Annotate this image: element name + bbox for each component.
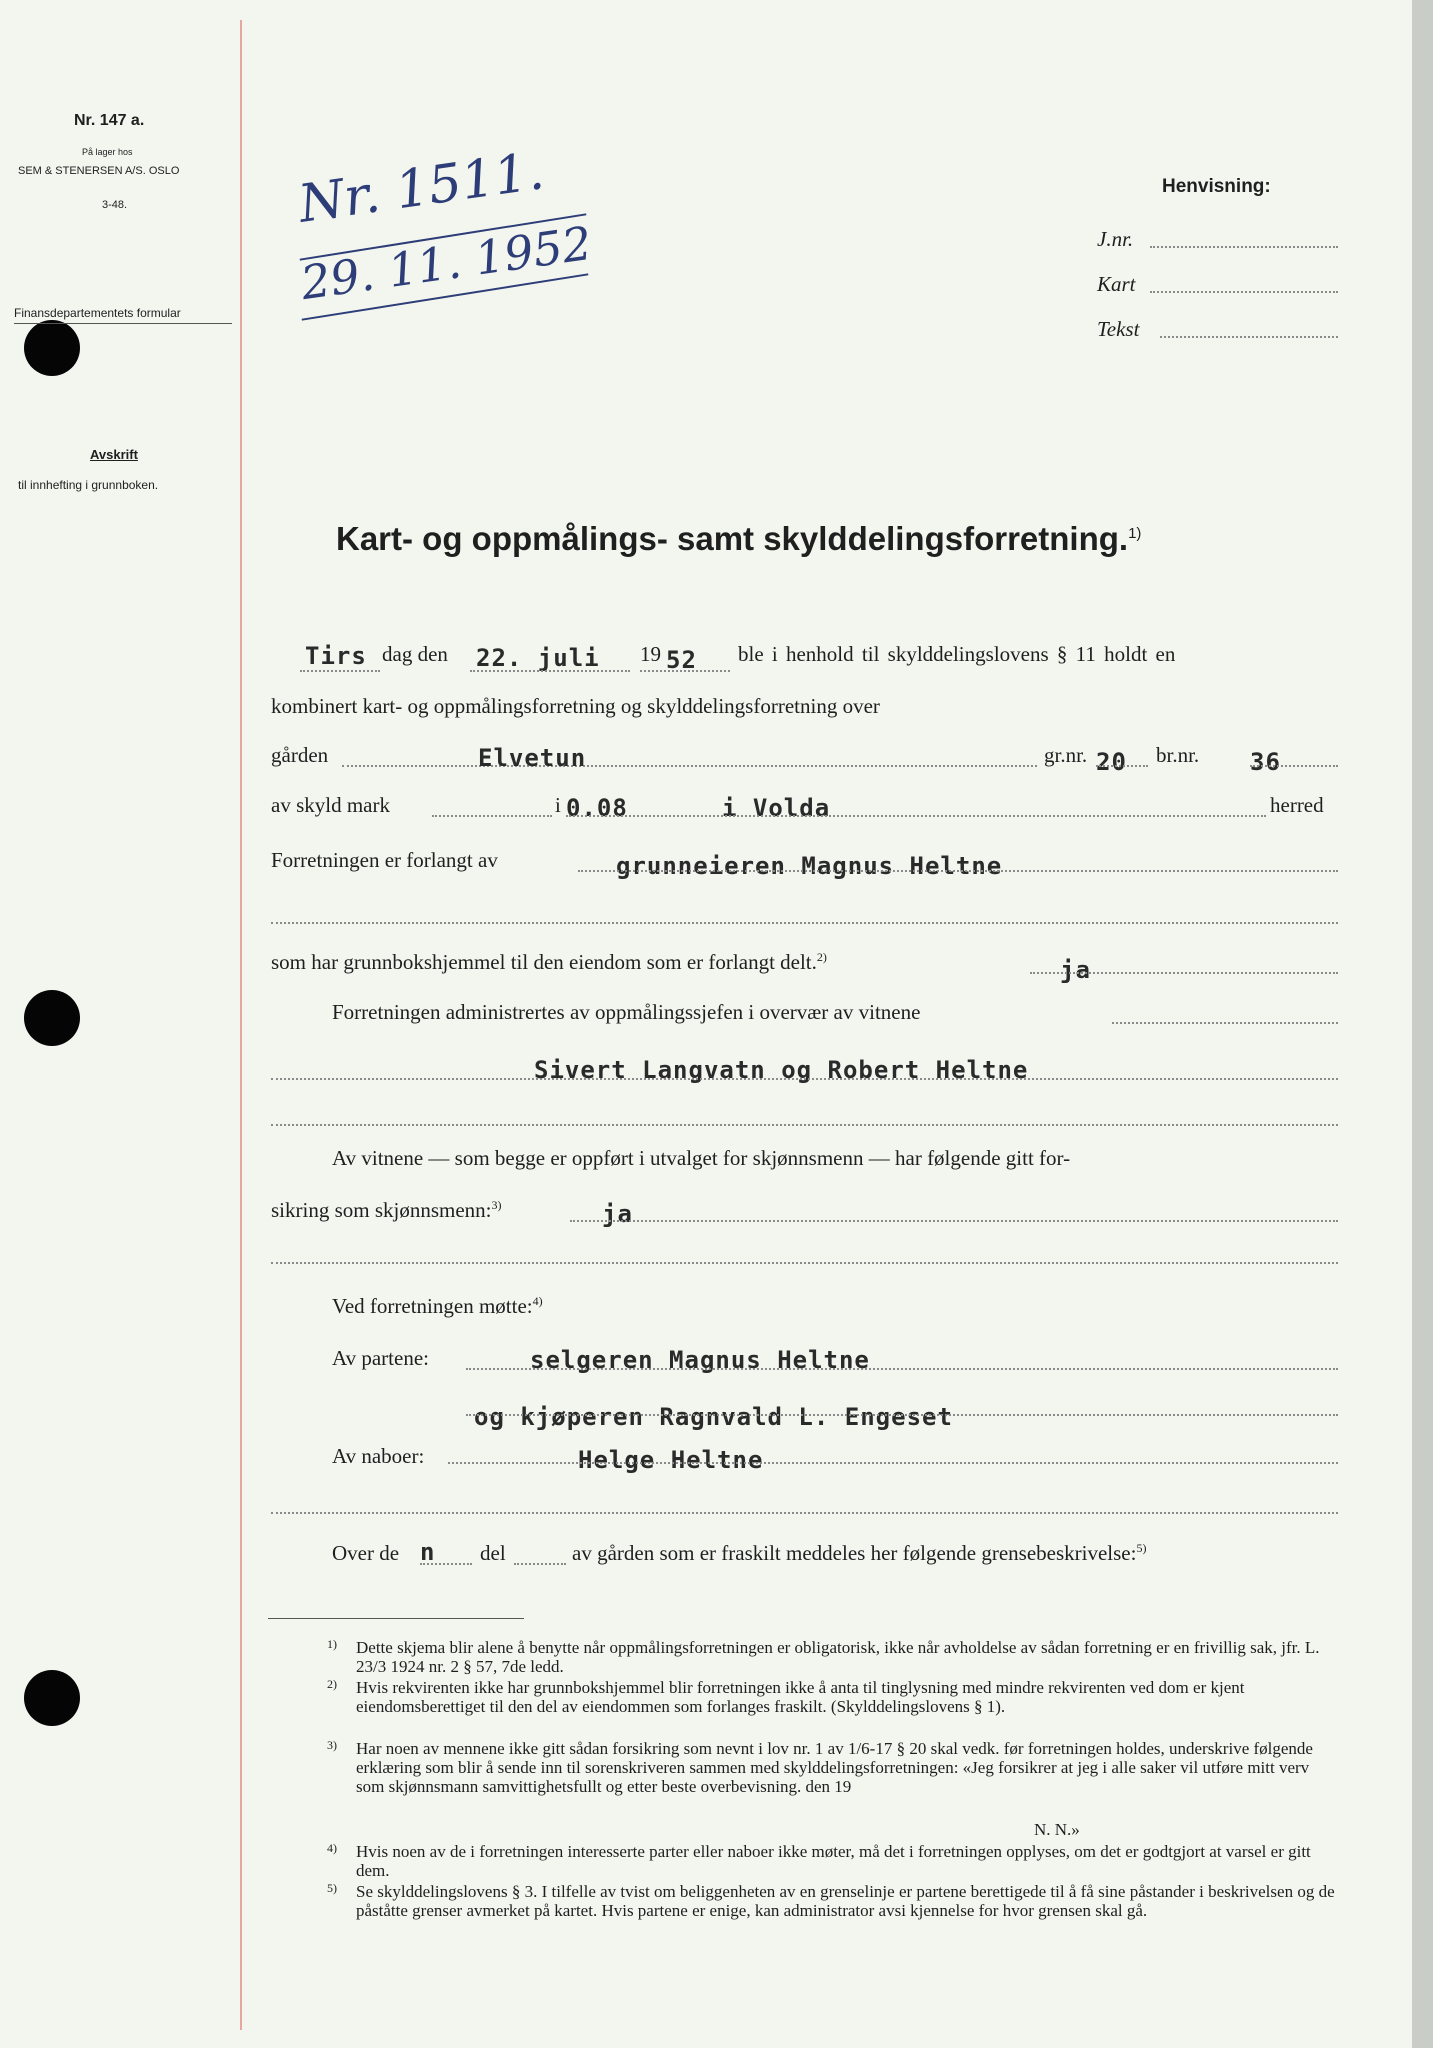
case-number-handwritten: Nr. 1511. <box>295 141 548 235</box>
intro-line2: kombinert kart- og oppmålingsforretning og skylddelingsforretning over <box>271 694 880 718</box>
hjemmel-label-text: som har grunnbokshjemmel til den eiendom som er forlangt delt. <box>271 950 817 974</box>
garden-label: gården <box>271 743 329 767</box>
forsikring-line1: Av vitnene — som begge er oppført i utvalget for skjønnsmenn — har følgende gitt for- <box>332 1146 1071 1170</box>
naboer-value: Helge Heltne <box>578 1446 764 1474</box>
ministry-label: Finansdepartementets formular <box>14 306 181 320</box>
footnote-rule <box>268 1618 524 1619</box>
grense-label-text: av gården som er fraskilt meddeles her følgende grensebeskrivelse: <box>572 1541 1137 1565</box>
footnote-1: Dette skjema blir alene å benytte når oppmålingsforretningen er obligatorisk, ikke når avholdelse av sådan forretning er en frivillig sak, jfr. L. 23/3 1924 nr. 2 § 57, 7de ledd. <box>356 1638 1320 1676</box>
hjemmel-line <box>1030 972 1338 974</box>
forsikring-line2 <box>271 1198 502 1223</box>
edition: 3-48. <box>102 199 128 211</box>
forlangt-value: grunneieren Magnus Heltne <box>616 852 1003 880</box>
copy-title: Avskrift <box>90 447 138 462</box>
document-title-note: 1) <box>1128 525 1142 542</box>
publisher-line2: SEM & STENERSEN A/S. OSLO <box>18 165 180 177</box>
motte-label <box>332 1294 543 1319</box>
administreres-line <box>1112 1022 1338 1024</box>
del-line <box>514 1563 566 1565</box>
footnote-mark-4: 4) <box>327 1841 337 1855</box>
vitner-value: Sivert Langvatn og Robert Heltne <box>534 1056 1029 1084</box>
grense-note: 5) <box>1136 1541 1147 1555</box>
brnr-value: 36 <box>1250 748 1281 776</box>
copy-note: til innhefting i grunnboken. <box>18 478 159 492</box>
intro-rest: ble i henhold til skylddelingslovens § 11 holdt en <box>738 642 1176 666</box>
punch-hole-2 <box>24 990 80 1046</box>
partene-value1: selgeren Magnus Heltne <box>530 1346 870 1374</box>
dag-den-label: dag den <box>382 642 448 666</box>
forlangt-line <box>578 870 1338 872</box>
footnote-5: Se skylddelingslovens § 3. I tilfelle av tvist om beliggenheten av en grenselinje er partene berettigede til å få sine påstander i beskrivelsen og de påståtte grenser avmerket på kartet. Hvis partene er enige, kan administrator avsi kjennelse for hvor grensen skal gå. <box>356 1882 1335 1920</box>
kart-label: Kart <box>1097 272 1136 296</box>
case-date-handwritten: 29. 11. 1952 <box>297 215 595 311</box>
partene-label: Av partene: <box>332 1346 429 1370</box>
jnr-label: J.nr. <box>1097 227 1134 251</box>
skyld-lead-line <box>432 815 552 817</box>
vitner-line <box>271 1078 1338 1080</box>
brnr-label: br.nr. <box>1156 743 1200 767</box>
weekday-value: Tirs <box>305 642 367 670</box>
ministry-divider <box>14 323 232 324</box>
footnote-mark-3: 3) <box>327 1738 337 1752</box>
grnr-line <box>1096 765 1148 767</box>
herred-value: i Volda <box>722 794 831 822</box>
date-line <box>470 670 630 672</box>
jnr-line <box>1150 246 1338 248</box>
year-value: 52 <box>666 646 697 674</box>
partene-value2: og kjøperen Ragnvald L. Engeset <box>474 1403 953 1431</box>
forsikring-line3 <box>271 1262 1338 1264</box>
skyld-prefix: i <box>555 793 561 817</box>
date-value: 22. juli <box>476 644 600 672</box>
partene-line1 <box>466 1368 1338 1370</box>
document-title-text: Kart- og oppmålings- samt skylddelingsforretning. <box>336 520 1129 557</box>
over-den-line <box>420 1563 472 1565</box>
naboer-line <box>448 1462 1338 1464</box>
grnr-label: gr.nr. <box>1044 743 1088 767</box>
footnote-4: Hvis noen av de i forretningen interesserte parter eller naboer ikke møter, må det i forretningen opplyses, om det er godtgjort at varsel er gitt dem. <box>356 1842 1311 1880</box>
margin-rule <box>240 20 242 2030</box>
garden-line <box>342 765 1037 767</box>
punch-hole-1 <box>24 320 80 376</box>
publisher-line1: På lager hos <box>82 147 133 157</box>
garden-value: Elvetun <box>478 744 587 772</box>
herred-label: herred <box>1270 793 1324 817</box>
motte-label-text: Ved forretningen møtte: <box>332 1294 533 1318</box>
administreres-label: Forretningen administrertes av oppmålingssjefen i overvær av vitnene <box>332 1000 921 1024</box>
footnote-mark-5: 5) <box>327 1881 337 1895</box>
forsikring-line2-text: sikring som skjønnsmenn: <box>271 1198 492 1222</box>
footnote-3-signature: N. N.» <box>1034 1820 1080 1839</box>
grense-label <box>572 1541 1146 1566</box>
skyld-line <box>566 815 1266 817</box>
brnr-line <box>1250 765 1338 767</box>
footnote-mark-2: 2) <box>327 1677 337 1691</box>
kart-line <box>1150 291 1338 293</box>
punch-hole-3 <box>24 1670 80 1726</box>
partene-line2 <box>466 1414 1338 1416</box>
naboer-label: Av naboer: <box>332 1444 425 1468</box>
forlangt-line2 <box>271 922 1338 924</box>
document-title <box>336 520 1141 558</box>
year-prefix: 19 <box>640 642 661 666</box>
naboer-line2 <box>271 1512 1338 1514</box>
forlangt-label: Forretningen er forlangt av <box>271 848 498 872</box>
weekday-line <box>300 670 380 672</box>
form-number: Nr. 147 a. <box>74 112 145 129</box>
reference-heading: Henvisning: <box>1162 176 1271 197</box>
forsikring-line <box>570 1220 1338 1222</box>
del-label: del <box>480 1541 506 1565</box>
over-den-label: Over de <box>332 1541 400 1565</box>
hjemmel-note: 2) <box>816 950 827 964</box>
footnote-mark-1: 1) <box>327 1637 337 1651</box>
over-den-value: n <box>420 1538 436 1566</box>
grnr-value: 20 <box>1096 748 1127 776</box>
hjemmel-value: ja <box>1060 956 1091 984</box>
footnote-3: Har noen av mennene ikke gitt sådan forsikring som nevnt i lov nr. 1 av 1/6-17 § 20 skal vedk. før forretningen holdes, underskrive følgende erklæring som blir å sende inn til sorenskriveren sammen med skylddelingsforretningen: «Jeg forsikrer at jeg i alle saker vil utføre mitt verv som skjønnsmann samvittighetsfullt og etter beste overbevisning. den 19 <box>356 1739 1313 1796</box>
forsikring-note: 3) <box>491 1198 502 1212</box>
tekst-line <box>1160 336 1338 338</box>
skyld-value: 0.08 <box>566 794 628 822</box>
skyld-label: av skyld mark <box>271 793 390 817</box>
year-line <box>640 670 730 672</box>
tekst-label: Tekst <box>1097 317 1140 341</box>
forsikring-value: ja <box>602 1200 633 1228</box>
vitner-line2 <box>271 1124 1338 1126</box>
motte-note: 4) <box>532 1294 543 1308</box>
hjemmel-label <box>271 950 827 975</box>
footnote-2: Hvis rekvirenten ikke har grunnbokshjemmel blir forretningen ikke å anta til tinglysning med mindre rekvirenten ved dom er kjent eiendomsberettiget til den del av eiendommen som forlanges fraskilt. (Skylddelingslovens § 1). <box>356 1678 1245 1716</box>
